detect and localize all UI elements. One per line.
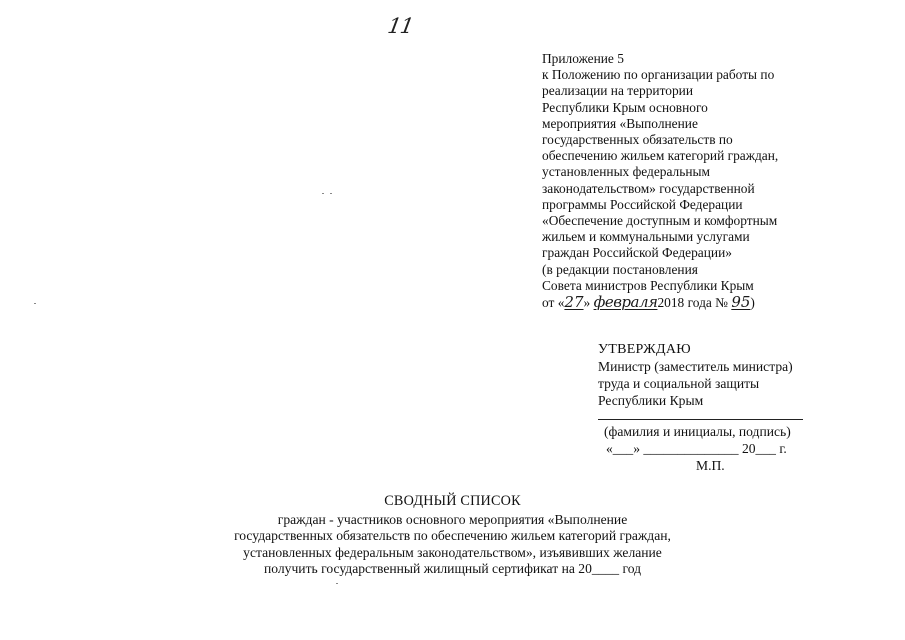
signature-line xyxy=(598,409,803,420)
resolution-date-line xyxy=(542,294,778,311)
handwritten-month: февраля xyxy=(593,293,658,312)
appendix-line: программы Российской Федерации xyxy=(542,196,743,212)
date-prefix: от « xyxy=(542,295,565,311)
appendix-line: обеспечению жильем категорий граждан, xyxy=(542,148,779,164)
scan-speck xyxy=(322,193,324,194)
appendix-header xyxy=(542,51,778,311)
appendix-line: к Положению по организации работы по xyxy=(542,67,775,83)
appendix-line: государственных обязательств по xyxy=(542,132,733,148)
date-year: 2018 года № xyxy=(657,295,728,311)
approval-block xyxy=(598,341,803,474)
summary-line: граждан - участников основного мероприятия «Выполнение xyxy=(277,511,628,527)
summary-line: получить государственный жилищный сертификат на 20____ год xyxy=(263,561,642,577)
page-number: 11 xyxy=(385,14,415,38)
appendix-line: Приложение 5 xyxy=(542,51,624,66)
appendix-line: реализации на территории xyxy=(542,83,693,99)
appendix-line: жильем и коммунальными услугами xyxy=(542,229,750,245)
summary-line: установленных федеральным законодательством», изъявивших желание xyxy=(243,544,662,560)
scan-speck xyxy=(34,303,36,304)
appendix-line: Республики Крым основного xyxy=(542,99,708,115)
appendix-line: установленных федеральным xyxy=(542,164,710,180)
appendix-line: граждан Российской Федерации» xyxy=(542,245,732,261)
appendix-line: «Обеспечение доступным и комфортным xyxy=(542,213,778,229)
approval-line: труда и социальной защиты xyxy=(598,376,760,391)
summary-line: государственных обязательств по обеспечению жильем категорий граждан, xyxy=(234,528,671,544)
approval-line: Министр (заместитель министра) xyxy=(598,359,793,374)
stamp-label: М.П. xyxy=(696,458,725,473)
date-mid: » xyxy=(583,295,591,311)
date-suffix: ) xyxy=(750,295,755,311)
appendix-line: мероприятия «Выполнение xyxy=(542,115,698,131)
handwritten-day: 27 xyxy=(564,293,584,312)
handwritten-number: 95 xyxy=(731,293,751,312)
approval-line: Республики Крым xyxy=(598,393,704,408)
appendix-line: (в редакции постановления xyxy=(542,261,698,277)
scan-speck xyxy=(336,583,338,584)
summary-list-heading xyxy=(150,493,755,578)
approval-date-template: «___» ______________ 20___ г. xyxy=(606,441,787,456)
appendix-line: законодательством» государственной xyxy=(542,180,755,196)
appendix-line: Совета министров Республики Крым xyxy=(542,277,754,293)
scan-speck xyxy=(330,193,332,194)
signature-caption: (фамилия и инициалы, подпись) xyxy=(604,424,791,439)
summary-title: СВОДНЫЙ СПИСОК xyxy=(384,493,521,509)
approval-heading: УТВЕРЖДАЮ xyxy=(598,342,691,357)
